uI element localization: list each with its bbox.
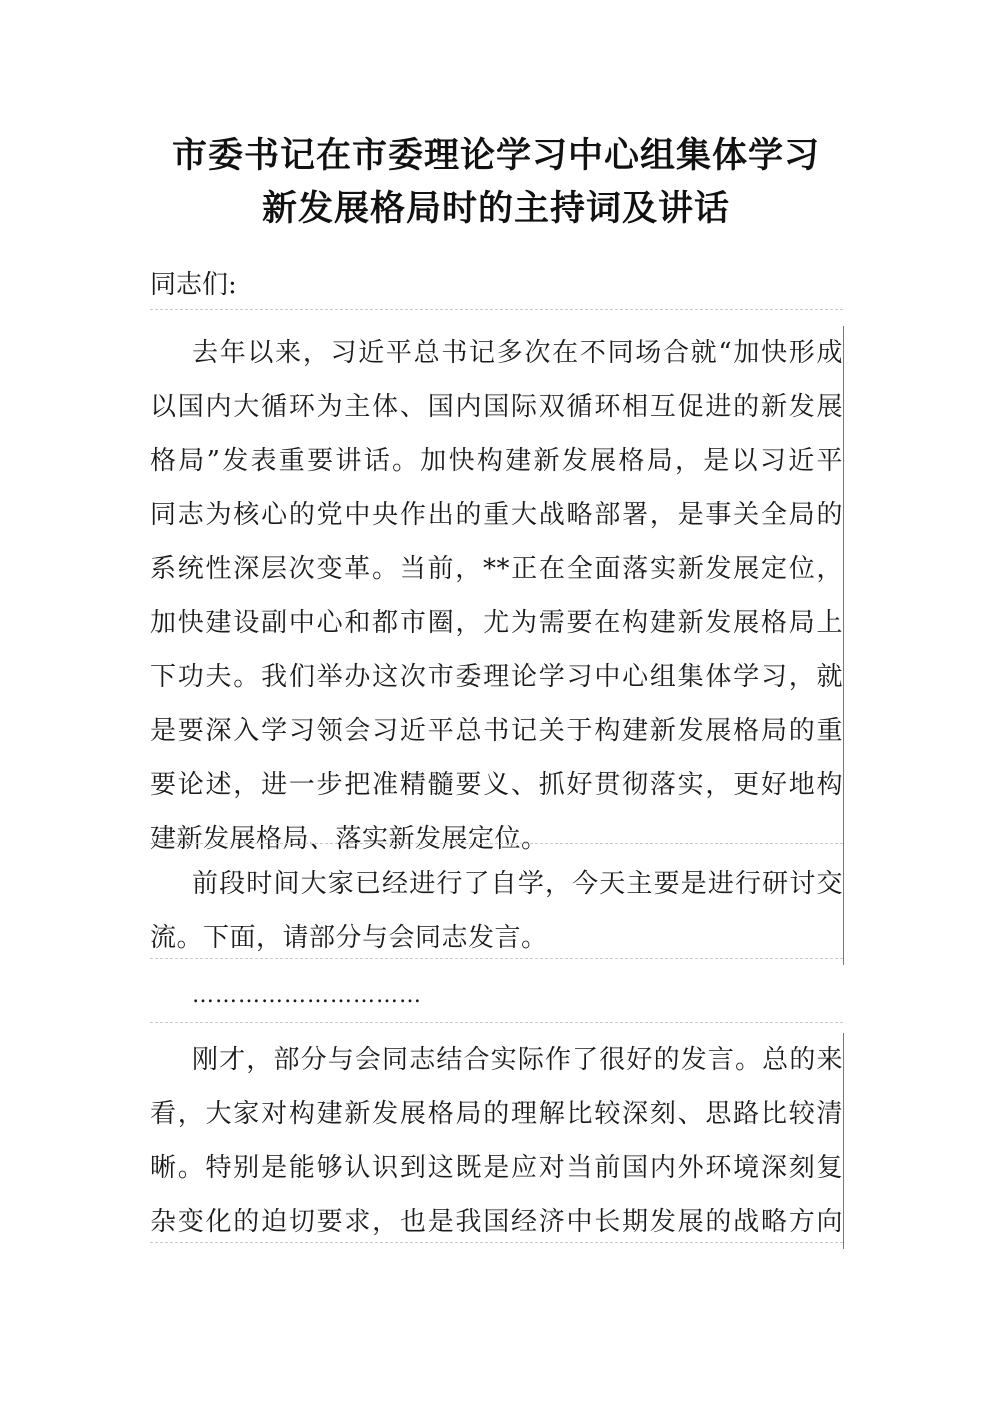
paragraph-3 [150, 1033, 844, 1249]
paragraph-line: 加快建设副中心和都市圈，尤为需要在构建新发展格局上 [150, 608, 843, 638]
paragraph-line: 流。下面，请部分与会同志发言。 [150, 923, 548, 953]
paragraph-line: 前段时间大家已经进行了自学，今天主要是进行研讨交 [192, 869, 843, 899]
paragraph-line: 看，大家对构建新发展格局的理解比较深刻、思路比较清 [150, 1099, 843, 1129]
paragraph-divider [150, 958, 843, 959]
paragraph-line: 是要深入学习领会习近平总书记关于构建新发展格局的重 [150, 716, 843, 746]
paragraph-1 [150, 326, 844, 866]
salutation: 同志们: [150, 270, 237, 300]
paragraph-line: 要论述，进一步把准精髓要义、抓好贯彻落实，更好地构 [150, 770, 843, 800]
paragraph-line: 同志为核心的党中央作出的重大战略部署，是事关全局的 [150, 500, 843, 530]
document-title-line-2: 新发展格局时的主持词及讲话 [261, 189, 730, 229]
paragraph-2 [150, 857, 844, 965]
paragraph-line: 以国内大循环为主体、国内国际双循环相互促进的新发展 [150, 392, 843, 422]
paragraph-line: 下功夫。我们举办这次市委理论学习中心组集体学习，就 [150, 662, 843, 692]
paragraph-line: 杂变化的迫切要求，也是我国经济中长期发展的战略方向 [150, 1207, 843, 1237]
paragraph-line: 建新发展格局、落实新发展定位。 [150, 824, 548, 854]
paragraph-divider [150, 843, 843, 844]
paragraph-line: 刚才，部分与会同志结合实际作了很好的发言。总的来 [192, 1045, 843, 1075]
paragraph-divider [150, 1242, 843, 1243]
paragraph-divider [150, 309, 843, 310]
paragraph-line: 系统性深层次变革。当前，**正在全面落实新发展定位， [150, 554, 843, 584]
paragraph-line: 去年以来，习近平总书记多次在不同场合就“加快形成 [192, 338, 843, 368]
paragraph-line: 晰。特别是能够认识到这既是应对当前国内外环境深刻复 [150, 1153, 843, 1183]
paragraph-divider [150, 1022, 843, 1023]
paragraph-line: 格局”发表重要讲话。加快构建新发展格局，是以习近平 [150, 446, 843, 476]
document-title-line-1: 市委书记在市委理论学习中心组集体学习 [171, 136, 820, 176]
omission-ellipsis: ………………………… [192, 983, 422, 1008]
